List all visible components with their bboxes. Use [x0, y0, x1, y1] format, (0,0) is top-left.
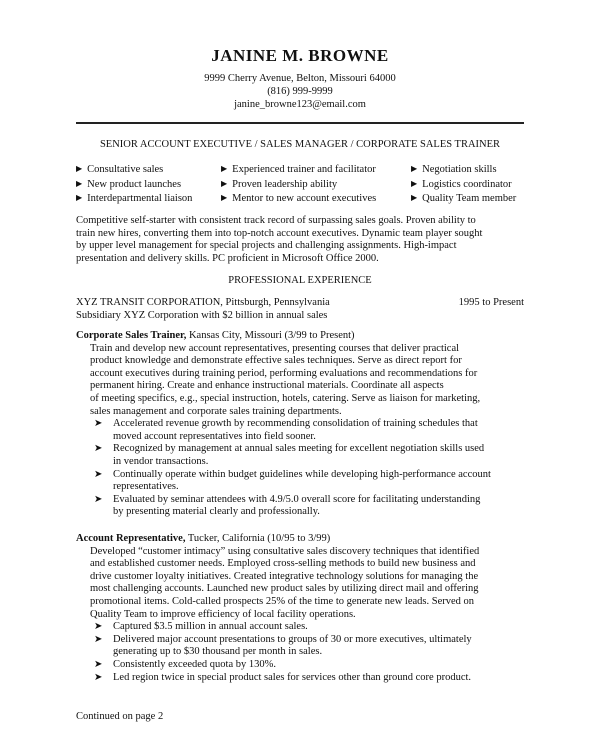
- list-item: ➤ Accelerated revenue growth by recommending consolidation of training schedules that moved account representatives into field sooner.: [94, 418, 478, 442]
- job-entry: [76, 330, 524, 519]
- job-header: [76, 533, 524, 546]
- objective-title: SENIOR ACCOUNT EXECUTIVE / SALES MANAGER / CORPORATE SALES TRAINER: [99, 139, 501, 150]
- skills-grid: [76, 163, 524, 207]
- triangle-right-icon: ▶: [76, 178, 83, 188]
- email: janine_browne123@email.com: [234, 99, 366, 110]
- achievement-list: [76, 418, 524, 519]
- arrow-bullet-icon: ➤: [94, 468, 103, 480]
- arrow-bullet-icon: ➤: [94, 443, 103, 455]
- company-years: 1995 to Present: [458, 297, 524, 308]
- skills-row: [76, 192, 524, 207]
- skill-item: ▶ Logistics coordinator: [411, 178, 512, 190]
- job-title: Account Representative,: [76, 533, 186, 544]
- skills-row: [76, 163, 524, 178]
- skill-item: ▶ Interdepartmental liaison: [76, 193, 193, 204]
- skills-row: [76, 178, 524, 193]
- arrow-bullet-icon: ➤: [94, 493, 103, 505]
- experience-title: PROFESSIONAL EXPERIENCE: [228, 275, 372, 286]
- list-item: ➤ Recognized by management at annual sales meeting for excellent negotiation skills used in vendor transactions.: [94, 443, 485, 467]
- triangle-right-icon: ▶: [411, 178, 418, 188]
- summary-paragraph: Competitive self-starter with consistent track record of surpassing sales goals. Proven ability to train new hires, converting them into top-notch account executives. Dynamic team player sought by upper level management for special projects and challenging assignments. High-impact presentation and delivery skills. PC proficient in Microsoft Office 2000.: [76, 215, 483, 264]
- skill-item: ▶ Negotiation skills: [411, 164, 497, 175]
- job-location: Tucker, California (10/95 to 3/99): [185, 533, 331, 544]
- triangle-right-icon: ▶: [221, 193, 228, 202]
- candidate-name: JANINE M. BROWNE: [211, 46, 389, 65]
- job-entry: [76, 533, 524, 684]
- skill-item: ▶ Proven leadership ability: [221, 178, 338, 190]
- job-description: Train and develop new account representatives, presenting courses that deliver practical product knowledge and demonstrate effective sales techniques. Serve as direct report for account executives during training period, performing evaluations and recommendations for permanent hiring. Create and enhance instructional materials. Coordinate all aspects of meeting specifics, e.g., special instruction, hotels, catering. Serve as liaison for marketing, sales management and corporate sales training departments.: [90, 342, 481, 417]
- header-divider: [76, 122, 524, 124]
- arrow-bullet-icon: ➤: [94, 658, 103, 670]
- triangle-right-icon: ▶: [76, 164, 83, 173]
- list-item: ➤ Captured $3.5 million in annual account sales.: [94, 621, 308, 633]
- skill-item: ▶ Consultative sales: [76, 164, 164, 175]
- triangle-right-icon: ▶: [221, 164, 228, 173]
- arrow-bullet-icon: ➤: [94, 633, 103, 645]
- continued-note: Continued on page 2: [76, 711, 164, 722]
- company-subsidiary: Subsidiary XYZ Corporation with $2 billion in annual sales: [76, 309, 328, 321]
- triangle-right-icon: ▶: [411, 193, 418, 202]
- triangle-right-icon: ▶: [411, 164, 418, 173]
- job-description: Developed “customer intimacy” using consultative sales discovery techniques that identified and established customer needs. Employed cross-selling methods to build new business and drive customer loyalty initiatives. Created integrative technology solutions for managing the most challenging accounts. Launched new product sales by utilizing direct mail and offering promotional items. Cold-called prospects 25% of the time to generate new leads. Served on Quality Team to improve efficiency of local facility operations.: [90, 545, 480, 620]
- list-item: ➤ Delivered major account presentations to groups of 30 or more executives, ultimately generating up to $30 thousand per month in sales.: [94, 633, 472, 658]
- arrow-bullet-icon: ➤: [94, 671, 103, 683]
- skill-item: ▶ Mentor to new account executives: [221, 193, 377, 204]
- company-name: XYZ TRANSIT CORPORATION, Pittsburgh, Pennsylvania: [76, 297, 330, 308]
- arrow-bullet-icon: ➤: [94, 418, 103, 430]
- arrow-bullet-icon: ➤: [94, 621, 103, 633]
- skill-item: ▶ New product launches: [76, 178, 182, 190]
- achievement-list: [76, 621, 524, 684]
- address: 9999 Cherry Avenue, Belton, Missouri 64000: [204, 73, 396, 84]
- job-location: Kansas City, Missouri (3/99 to Present): [186, 330, 355, 341]
- company-block: [76, 297, 524, 322]
- triangle-right-icon: ▶: [76, 193, 83, 202]
- skill-item: ▶ Experienced trainer and facilitator: [221, 164, 376, 175]
- list-item: ➤ Led region twice in special product sales for services other than ground core product.: [94, 671, 472, 683]
- list-item: ➤ Consistently exceeded quota by 130%.: [94, 658, 277, 670]
- triangle-right-icon: ▶: [221, 178, 228, 188]
- job-header: [76, 330, 524, 343]
- contact-block: [0, 72, 600, 111]
- list-item: ➤ Evaluated by seminar attendees with 4.9/5.0 overall score for facilitating understanding by presenting material clearly and professionally.: [94, 493, 481, 518]
- skill-item: ▶ Quality Team member: [411, 193, 517, 204]
- list-item: ➤ Continually operate within budget guidelines while developing high-performance account representatives.: [94, 468, 491, 493]
- job-title: Corporate Sales Trainer,: [76, 330, 187, 341]
- phone: (816) 999-9999: [267, 86, 333, 97]
